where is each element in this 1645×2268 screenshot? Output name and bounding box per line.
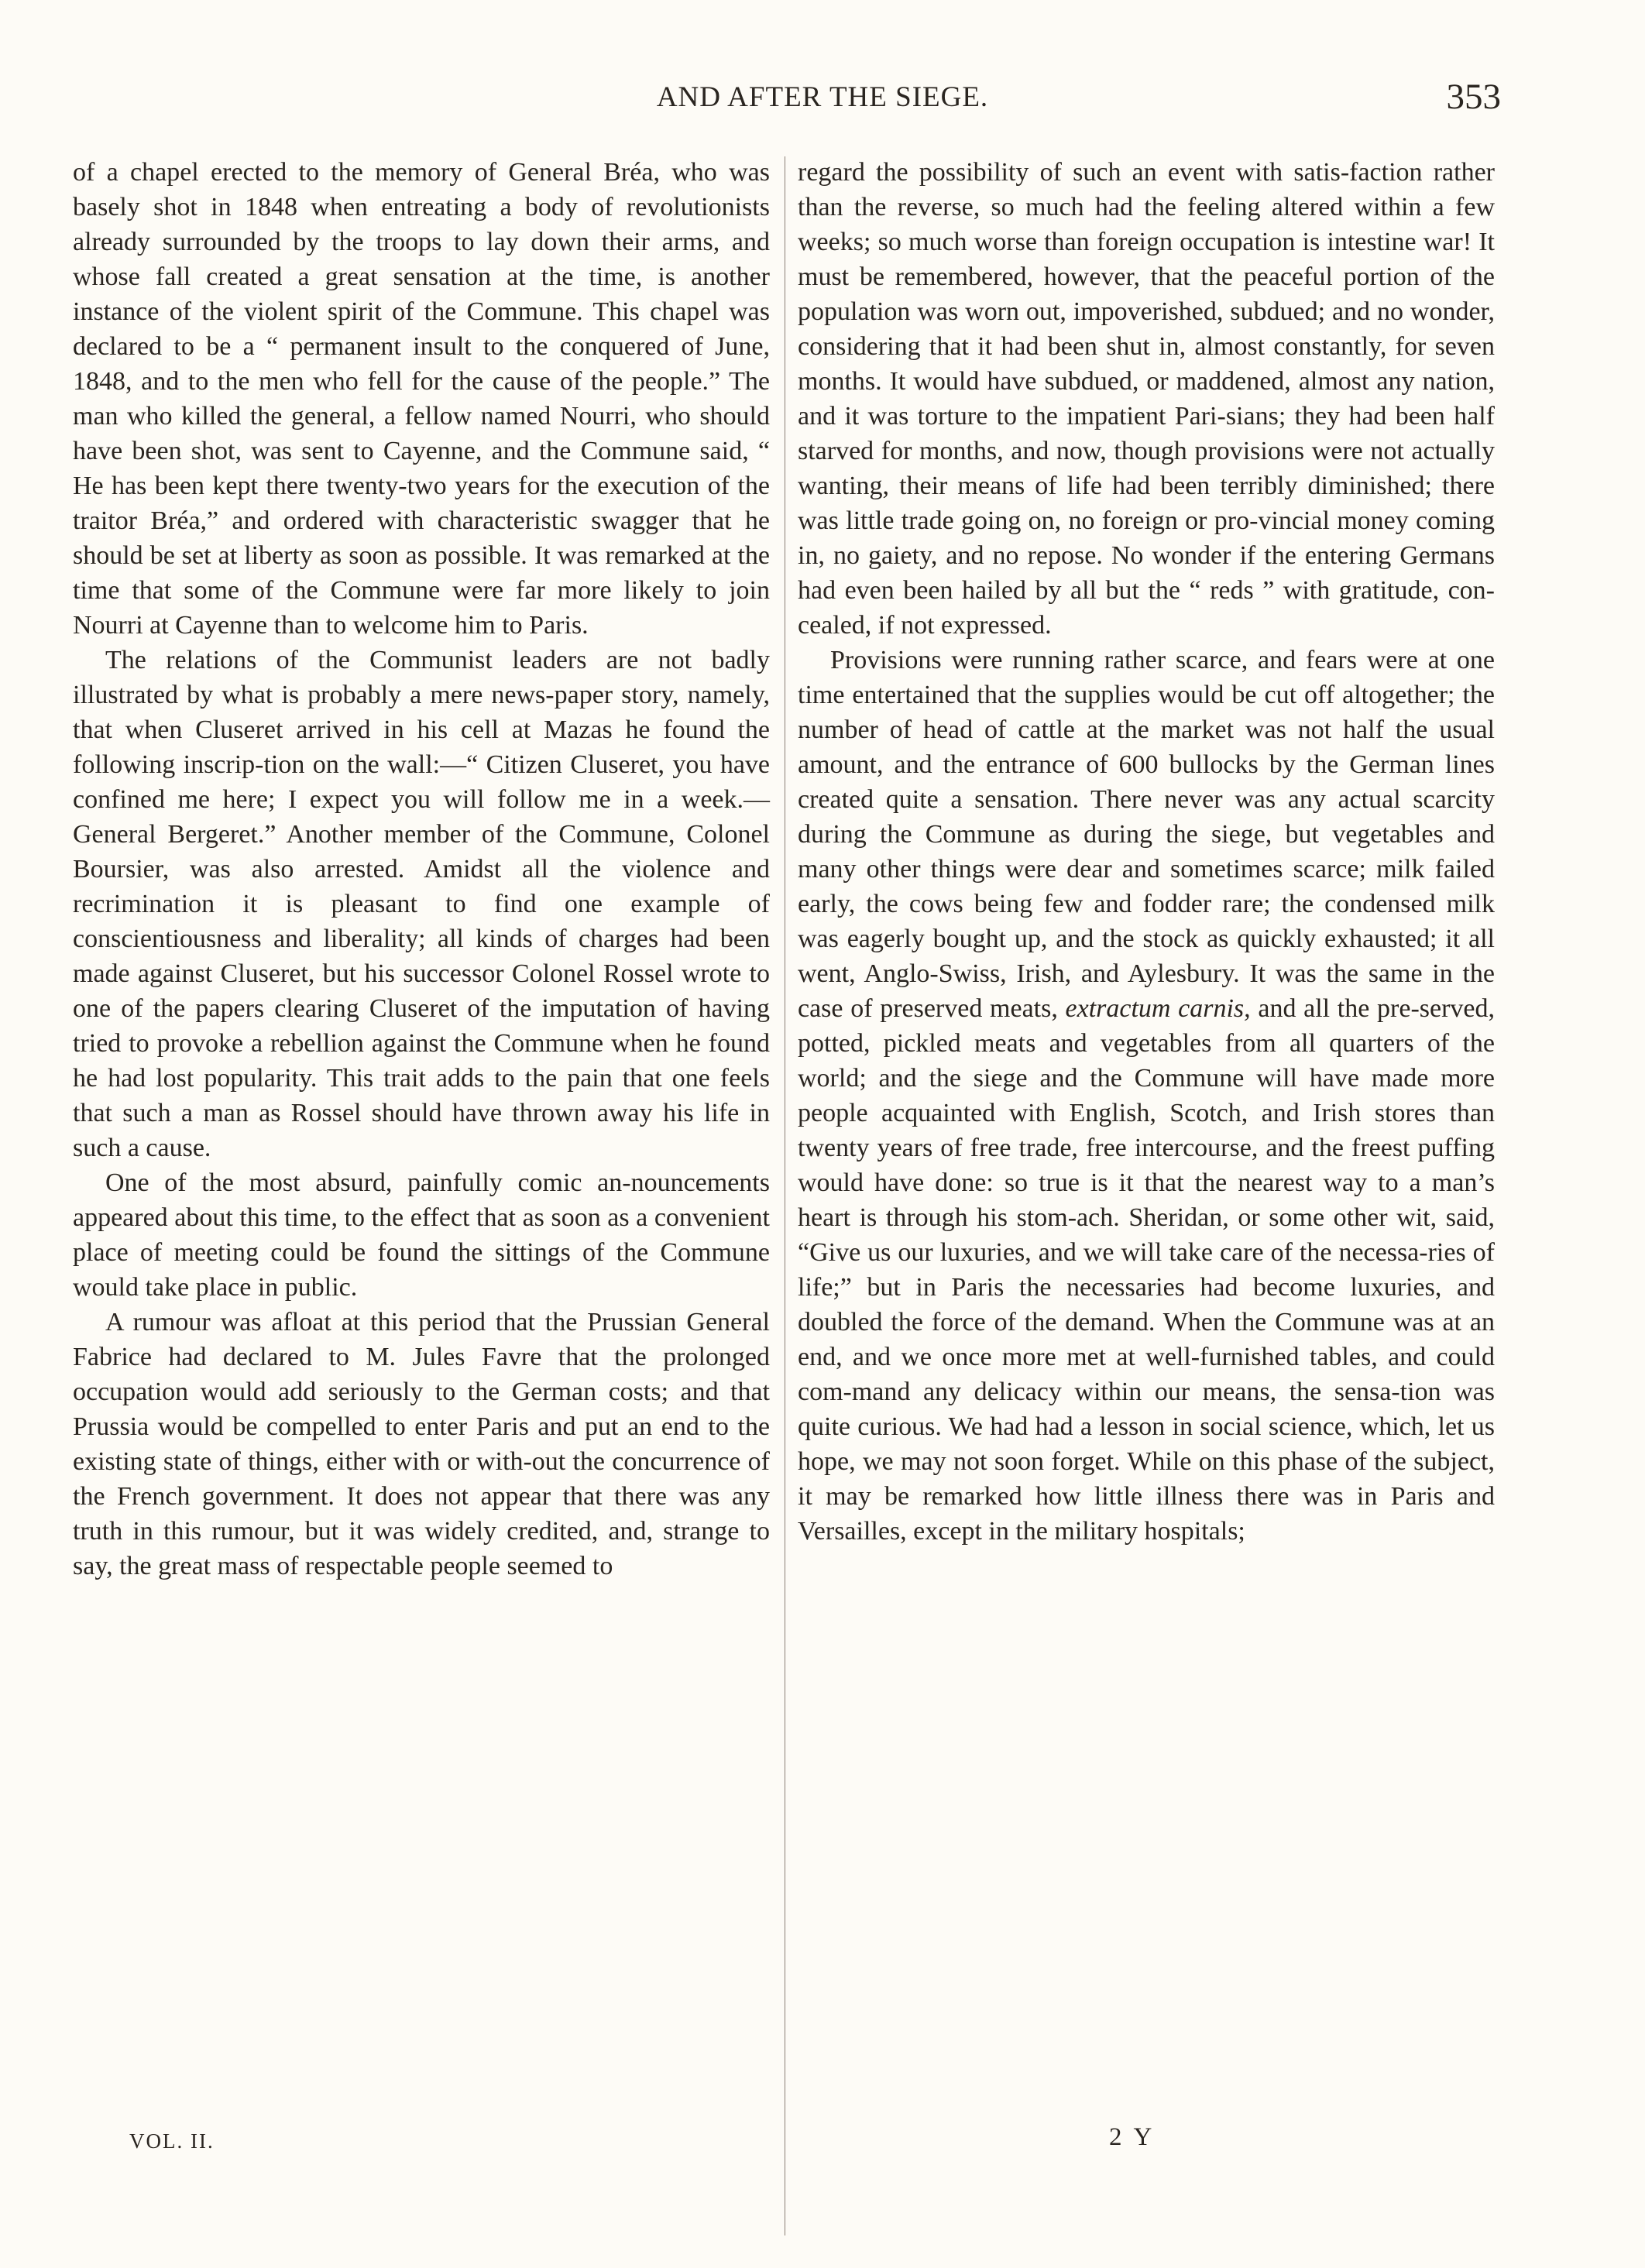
right-paragraph-1: regard the possibility of such an event with satis-faction rather than the reverse, so much had the feeling altered within a few weeks; so much worse than foreign occupation is intestine war! It must be remembered, however, that the peaceful portion of the population was worn out, impoverished, subdued; and no wonder, considering that it had been shut in, almost constantly, for seven months. It would have subdued, or maddened, almost any nation, and it was torture to the impatient Pari-sians; they had been half starved for months, and now, though provisions were not actually wanting, their means of life had been terribly diminished; there was little trade going on, no foreign or pro-vincial money coming in, no gaiety, and no repose. No wonder if the entering Germans had even been hailed by all but the “ reds ” with gratitude, con-cealed, if not expressed. [798,158,1495,640]
italic-latin-term: extractum carnis, [1065,994,1251,1023]
signature-mark: 2 Y [1109,2123,1156,2151]
running-title: AND AFTER THE SIEGE. [656,81,989,113]
volume-footer: VOL. II. [129,2129,215,2153]
right-paragraph-2-text-b: and all the pre-served, potted, pickled meats and vegetables from all quarters of the world; and the siege and the Commune will have made more people acquainted with English, Scotch, and Irish stores than twenty years of free trade, free intercourse, and the freest puffing would have done: so true is it that the nearest way to a man’s heart is through his stom-ach. Sheridan, or some other wit, said, “Give us our luxuries, and we will take care of the necessa-ries of life;” but in Paris the necessaries had become luxuries, and doubled the force of the demand. When the Commune was at an end, and we once more met at well-furnished tables, and could com-mand any delicacy within our means, the sensa-tion was quite curious. We had had a lesson in social science, which, let us hope, we may not soon forget. While on this phase of the subject, it may be remarked how little illness there was in Paris and Versailles, except in the military hospitals; [798,994,1495,1546]
left-paragraph-3: One of the most absurd, painfully comic an-nouncements appeared about this time, to the effect that as soon as a convenient place of meeting could be found the sittings of the Commune would take place in public. [73,1168,770,1302]
left-column [73,155,770,1583]
left-paragraph-4: A rumour was afloat at this period that the Prussian General Fabrice had declared to M. Jules Favre that the prolonged occupation would add seriously to the German costs; and that Prussia would be compelled to enter Paris and put an end to the existing state of things, either with or with-out the concurrence of the French government. It does not appear that there was any truth in this rumour, but it was widely credited, and, strange to say, the great mass of respectable people seemed to [73,1308,770,1580]
left-paragraph-2: The relations of the Communist leaders are not badly illustrated by what is probably a mere news-paper story, namely, that when Cluseret arrived in his cell at Mazas he found the following inscrip-tion on the wall:—“ Citizen Cluseret, you have confined me here; I expect you will follow me in a week.—General Bergeret.” Another member of the Commune, Colonel Boursier, was also arrested. Amidst all the violence and recrimination it is pleasant to find one example of conscientiousness and liberality; all kinds of charges had been made against Cluseret, but his successor Colonel Rossel wrote to one of the papers clearing Cluseret of the imputation of having tried to provoke a rebellion against the Commune when he found he had lost popularity. This trait adds to the pain that one feels that such a man as Rossel should have thrown away his life in such a cause. [73,646,770,1162]
right-paragraph-2-text-a: Provisions were running rather scarce, and fears were at one time entertained that the supplies would be cut off altogether; the number of head of cattle at the market was not half the usual amount, and the entrance of 600 bullocks by the German lines created quite a sensation. There never was any actual scarcity during the Commune as during the siege, but vegetables and many other things were dear and sometimes scarce; milk failed early, the cows being few and fodder rare; the condensed milk was eagerly bought up, and the stock as quickly exhausted; it all went, Anglo-Swiss, Irish, and Aylesbury. It was the same in the case of preserved meats, [798,646,1495,1023]
page-header [0,77,1645,127]
page-number: 353 [1446,77,1501,117]
left-paragraph-1: of a chapel erected to the memory of General Bréa, who was basely shot in 1848 when entreating a body of revolutionists already surrounded by the troops to lay down their arms, and whose fall created a great sensation at the time, is another instance of the violent spirit of the Commune. This chapel was declared to be a “ permanent insult to the conquered of June, 1848, and to the men who fell for the cause of the people.” The man who killed the general, a fellow named Nourri, who should have been shot, was sent to Cayenne, and the Commune said, “ He has been kept there twenty-two years for the execution of the traitor Bréa,” and ordered with characteristic swagger that he should be set at liberty as soon as possible. It was remarked at the time that some of the Commune were far more likely to join Nourri at Cayenne than to welcome him to Paris. [73,158,770,640]
right-paragraph-2 [798,643,1495,1549]
right-column [798,155,1495,1549]
